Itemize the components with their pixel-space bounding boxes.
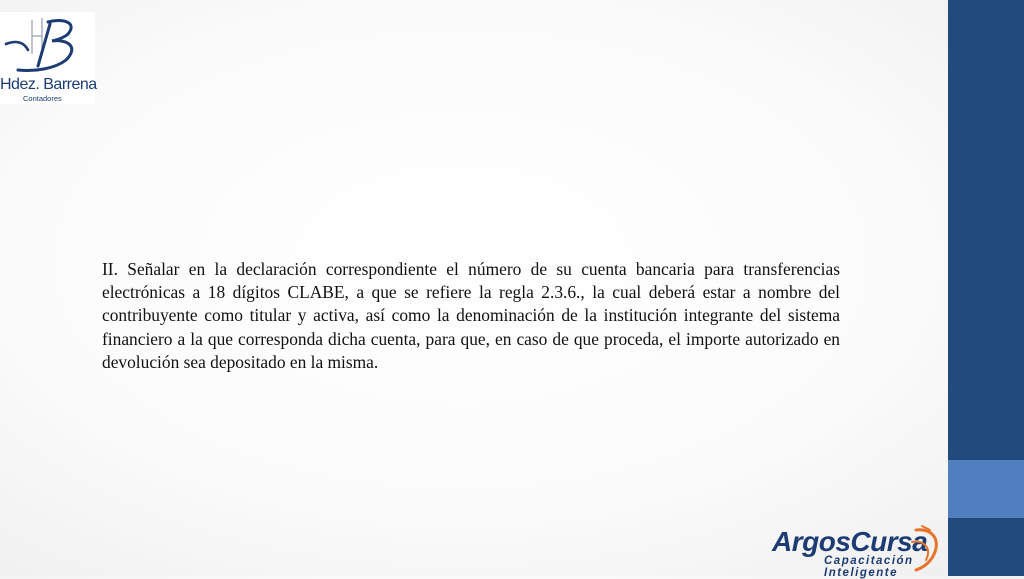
logo-subtitle: Contadores: [23, 94, 62, 103]
brand-tagline-line2: Inteligente: [824, 567, 899, 579]
brand-name-part2: Cursa: [850, 526, 928, 557]
sidebar-light-band: [948, 460, 1024, 518]
logo-name: Hdez. Barrena: [0, 76, 97, 93]
swoosh-icon: [910, 524, 944, 574]
brand-tagline-line1: Capacitación: [824, 555, 914, 567]
brand-name: [772, 527, 927, 557]
brand-name-part1: Argos: [772, 526, 851, 557]
hb-monogram-icon: [2, 14, 92, 76]
argoscursa-logo: [770, 524, 946, 579]
company-logo: [0, 12, 95, 104]
body-paragraph: II. Señalar en la declaración correspondiente el número de su cuenta bancaria para transferencias electrónicas a 18 dígitos CLABE, a que se refiere la regla 2.3.6., la cual deberá estar a nombre del contribuyente como titular y activa, así como la denominación de la institución integrante del sistema financiero a la que corresponda dicha cuenta, para que, en caso de que proceda, el importe autorizado en devolución sea depositado en la misma.: [102, 259, 840, 372]
